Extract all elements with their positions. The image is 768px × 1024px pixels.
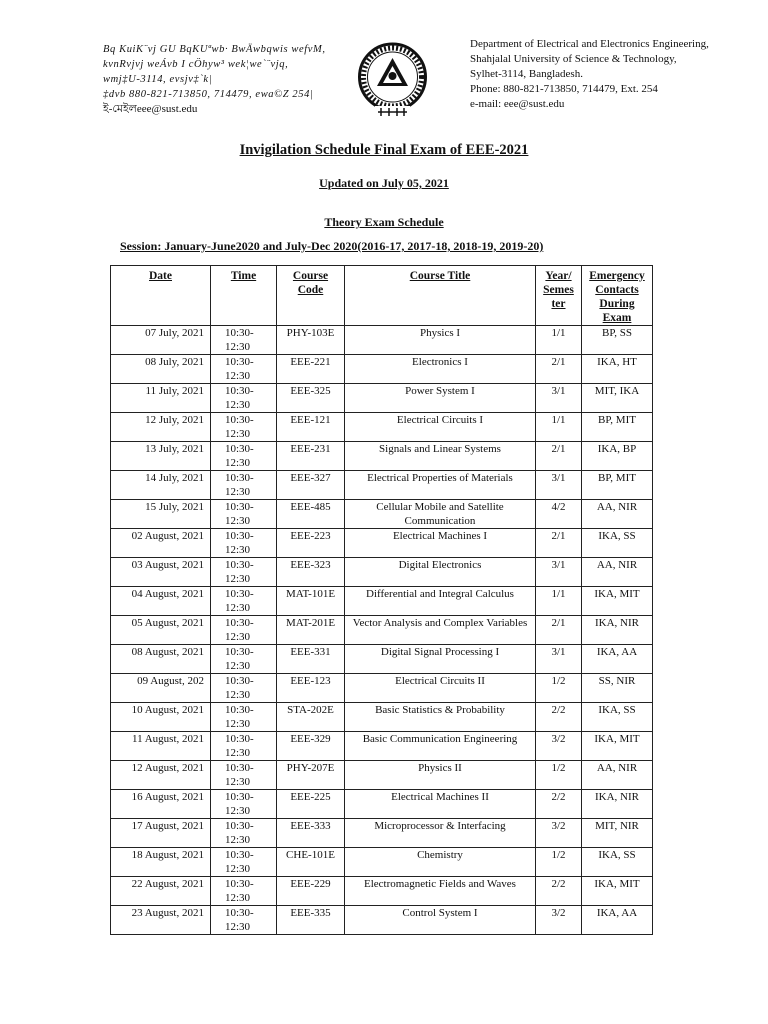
cell-date: 04 August, 2021 <box>111 587 211 616</box>
cell-time: 10:30- 12:30 <box>211 790 277 819</box>
cell-course-title: Physics I <box>345 326 536 355</box>
cell-time: 10:30- 12:30 <box>211 442 277 471</box>
cell-course-title: Cellular Mobile and Satellite Communication <box>345 500 536 529</box>
cell-time: 10:30- 12:30 <box>211 471 277 500</box>
table-row <box>111 529 653 558</box>
university-logo-icon <box>345 40 440 120</box>
header-bangla-line-1: Bq KuiK¨vj GU BqKUªwb· BwÄwbqwis wefvM, <box>103 44 326 55</box>
cell-emergency-contacts: AA, NIR <box>582 761 653 790</box>
cell-emergency-contacts: BP, MIT <box>582 413 653 442</box>
cell-year-semester: 1/1 <box>536 587 582 616</box>
cell-course-code: MAT-201E <box>277 616 345 645</box>
cell-course-code: STA-202E <box>277 703 345 732</box>
cell-date: 05 August, 2021 <box>111 616 211 645</box>
cell-course-code: EEE-225 <box>277 790 345 819</box>
cell-time: 10:30- 12:30 <box>211 645 277 674</box>
cell-course-code: EEE-335 <box>277 906 345 935</box>
cell-time: 10:30- 12:30 <box>211 413 277 442</box>
table-row <box>111 587 653 616</box>
cell-date: 11 August, 2021 <box>111 732 211 761</box>
cell-time: 10:30- 12:30 <box>211 761 277 790</box>
cell-emergency-contacts: MIT, NIR <box>582 819 653 848</box>
header-english-line-3: Sylhet-3114, Bangladesh. <box>470 68 583 80</box>
table-row <box>111 848 653 877</box>
header-emergency-contacts: Emergency Contacts During Exam <box>582 266 653 326</box>
cell-course-code: EEE-329 <box>277 732 345 761</box>
cell-year-semester: 1/2 <box>536 848 582 877</box>
cell-year-semester: 3/2 <box>536 906 582 935</box>
cell-course-code: EEE-333 <box>277 819 345 848</box>
cell-time: 10:30- 12:30 <box>211 326 277 355</box>
cell-course-title: Vector Analysis and Complex Variables <box>345 616 536 645</box>
cell-time: 10:30- 12:30 <box>211 355 277 384</box>
cell-emergency-contacts: AA, NIR <box>582 500 653 529</box>
cell-course-code: EEE-325 <box>277 384 345 413</box>
cell-time: 10:30- 12:30 <box>211 616 277 645</box>
cell-year-semester: 1/1 <box>536 326 582 355</box>
header-course-title: Course Title <box>345 266 536 326</box>
table-row <box>111 877 653 906</box>
cell-emergency-contacts: IKA, MIT <box>582 877 653 906</box>
cell-date: 08 July, 2021 <box>111 355 211 384</box>
header-time: Time <box>211 266 277 326</box>
cell-course-code: EEE-331 <box>277 645 345 674</box>
cell-date: 07 July, 2021 <box>111 326 211 355</box>
cell-time: 10:30- 12:30 <box>211 819 277 848</box>
header-english-line-5: e-mail: eee@sust.edu <box>470 98 565 110</box>
cell-year-semester: 3/2 <box>536 819 582 848</box>
cell-year-semester: 3/1 <box>536 558 582 587</box>
cell-course-title: Electrical Circuits I <box>345 413 536 442</box>
cell-course-title: Electrical Properties of Materials <box>345 471 536 500</box>
cell-year-semester: 2/1 <box>536 616 582 645</box>
header-bangla-line-3: wmj‡U-3114, evsjv‡`k| <box>103 74 213 85</box>
cell-time: 10:30- 12:30 <box>211 848 277 877</box>
header-english-line-4: Phone: 880-821-713850, 714479, Ext. 254 <box>470 83 658 95</box>
table-row <box>111 355 653 384</box>
cell-emergency-contacts: IKA, BP <box>582 442 653 471</box>
cell-time: 10:30- 12:30 <box>211 529 277 558</box>
table-row <box>111 471 653 500</box>
cell-course-code: PHY-207E <box>277 761 345 790</box>
cell-course-code: EEE-221 <box>277 355 345 384</box>
header-bangla-line-4: ‡dvb 880-821-713850, 714479, ewa©Z 254| <box>103 89 314 100</box>
table-row <box>111 413 653 442</box>
cell-course-title: Basic Statistics & Probability <box>345 703 536 732</box>
updated-date: Updated on July 05, 2021 <box>319 176 449 190</box>
cell-date: 09 August, 202 <box>111 674 211 703</box>
cell-date: 23 August, 2021 <box>111 906 211 935</box>
cell-course-code: EEE-123 <box>277 674 345 703</box>
cell-time: 10:30- 12:30 <box>211 500 277 529</box>
cell-emergency-contacts: IKA, SS <box>582 848 653 877</box>
table-row <box>111 790 653 819</box>
cell-time: 10:30- 12:30 <box>211 732 277 761</box>
cell-year-semester: 1/2 <box>536 761 582 790</box>
table-header-row <box>111 266 653 326</box>
schedule-table <box>110 265 653 935</box>
cell-course-title: Basic Communication Engineering <box>345 732 536 761</box>
header-bangla-email: ই-মেইলeee@sust.edu <box>103 103 198 115</box>
cell-emergency-contacts: MIT, IKA <box>582 384 653 413</box>
cell-course-title: Signals and Linear Systems <box>345 442 536 471</box>
cell-course-code: EEE-223 <box>277 529 345 558</box>
cell-emergency-contacts: BP, SS <box>582 326 653 355</box>
cell-emergency-contacts: IKA, AA <box>582 906 653 935</box>
cell-time: 10:30- 12:30 <box>211 674 277 703</box>
table-row <box>111 819 653 848</box>
cell-course-code: PHY-103E <box>277 326 345 355</box>
header-course-code: Course Code <box>277 266 345 326</box>
cell-date: 15 July, 2021 <box>111 500 211 529</box>
cell-date: 14 July, 2021 <box>111 471 211 500</box>
table-row <box>111 326 653 355</box>
cell-year-semester: 2/2 <box>536 877 582 906</box>
header-bangla-address <box>103 42 343 117</box>
cell-date: 16 August, 2021 <box>111 790 211 819</box>
cell-course-code: EEE-323 <box>277 558 345 587</box>
cell-year-semester: 1/2 <box>536 674 582 703</box>
cell-time: 10:30- 12:30 <box>211 906 277 935</box>
cell-course-title: Electrical Circuits II <box>345 674 536 703</box>
cell-course-title: Digital Electronics <box>345 558 536 587</box>
cell-year-semester: 2/1 <box>536 529 582 558</box>
header-english-line-1: Department of Electrical and Electronics Engineering, <box>470 38 709 50</box>
cell-course-code: CHE-101E <box>277 848 345 877</box>
cell-course-title: Microprocessor & Interfacing <box>345 819 536 848</box>
cell-emergency-contacts: IKA, SS <box>582 703 653 732</box>
cell-emergency-contacts: IKA, SS <box>582 529 653 558</box>
cell-year-semester: 1/1 <box>536 413 582 442</box>
schedule-subtitle: Theory Exam Schedule <box>324 215 444 229</box>
cell-emergency-contacts: IKA, AA <box>582 645 653 674</box>
cell-time: 10:30- 12:30 <box>211 703 277 732</box>
cell-course-code: EEE-121 <box>277 413 345 442</box>
cell-course-code: EEE-327 <box>277 471 345 500</box>
cell-date: 11 July, 2021 <box>111 384 211 413</box>
table-row <box>111 645 653 674</box>
cell-year-semester: 4/2 <box>536 500 582 529</box>
cell-course-title: Electrical Machines II <box>345 790 536 819</box>
cell-emergency-contacts: AA, NIR <box>582 558 653 587</box>
cell-date: 12 August, 2021 <box>111 761 211 790</box>
cell-year-semester: 2/2 <box>536 790 582 819</box>
cell-emergency-contacts: IKA, MIT <box>582 732 653 761</box>
cell-emergency-contacts: IKA, NIR <box>582 790 653 819</box>
cell-course-title: Electronics I <box>345 355 536 384</box>
table-row <box>111 384 653 413</box>
header-year-semester: Year/ Semes ter <box>536 266 582 326</box>
cell-year-semester: 2/1 <box>536 442 582 471</box>
cell-course-title: Chemistry <box>345 848 536 877</box>
cell-course-title: Differential and Integral Calculus <box>345 587 536 616</box>
cell-year-semester: 3/1 <box>536 471 582 500</box>
cell-date: 03 August, 2021 <box>111 558 211 587</box>
cell-date: 10 August, 2021 <box>111 703 211 732</box>
cell-course-title: Electromagnetic Fields and Waves <box>345 877 536 906</box>
header-english-address <box>470 37 760 112</box>
cell-emergency-contacts: IKA, HT <box>582 355 653 384</box>
cell-time: 10:30- 12:30 <box>211 587 277 616</box>
cell-emergency-contacts: BP, MIT <box>582 471 653 500</box>
cell-year-semester: 2/2 <box>536 703 582 732</box>
table-row <box>111 442 653 471</box>
cell-date: 17 August, 2021 <box>111 819 211 848</box>
cell-date: 12 July, 2021 <box>111 413 211 442</box>
cell-time: 10:30- 12:30 <box>211 384 277 413</box>
cell-time: 10:30- 12:30 <box>211 877 277 906</box>
table-row <box>111 616 653 645</box>
cell-year-semester: 3/1 <box>536 384 582 413</box>
cell-date: 18 August, 2021 <box>111 848 211 877</box>
cell-date: 13 July, 2021 <box>111 442 211 471</box>
cell-course-code: EEE-485 <box>277 500 345 529</box>
cell-course-title: Electrical Machines I <box>345 529 536 558</box>
cell-time: 10:30- 12:30 <box>211 558 277 587</box>
cell-course-code: EEE-231 <box>277 442 345 471</box>
cell-course-code: EEE-229 <box>277 877 345 906</box>
table-row <box>111 500 653 529</box>
table-row <box>111 761 653 790</box>
cell-course-title: Digital Signal Processing I <box>345 645 536 674</box>
table-row <box>111 906 653 935</box>
cell-emergency-contacts: IKA, MIT <box>582 587 653 616</box>
cell-year-semester: 2/1 <box>536 355 582 384</box>
document-title: Invigilation Schedule Final Exam of EEE-2021 <box>239 142 529 158</box>
table-row <box>111 674 653 703</box>
cell-course-title: Power System I <box>345 384 536 413</box>
header-english-line-2: Shahjalal University of Science & Technology, <box>470 53 677 65</box>
cell-year-semester: 3/2 <box>536 732 582 761</box>
header-date: Date <box>111 266 211 326</box>
cell-date: 22 August, 2021 <box>111 877 211 906</box>
header-bangla-line-2: kvnRvjvj weÁvb I cÖhyw³ wek¦we`¨vjq, <box>103 59 289 70</box>
cell-course-title: Control System I <box>345 906 536 935</box>
cell-course-title: Physics II <box>345 761 536 790</box>
cell-date: 02 August, 2021 <box>111 529 211 558</box>
cell-course-code: MAT-101E <box>277 587 345 616</box>
cell-emergency-contacts: SS, NIR <box>582 674 653 703</box>
session-line: Session: January-June2020 and July-Dec 2020(2016-17, 2017-18, 2018-19, 2019-20) <box>120 239 544 253</box>
cell-emergency-contacts: IKA, NIR <box>582 616 653 645</box>
table-row <box>111 703 653 732</box>
cell-date: 08 August, 2021 <box>111 645 211 674</box>
table-row <box>111 558 653 587</box>
table-row <box>111 732 653 761</box>
cell-year-semester: 3/1 <box>536 645 582 674</box>
